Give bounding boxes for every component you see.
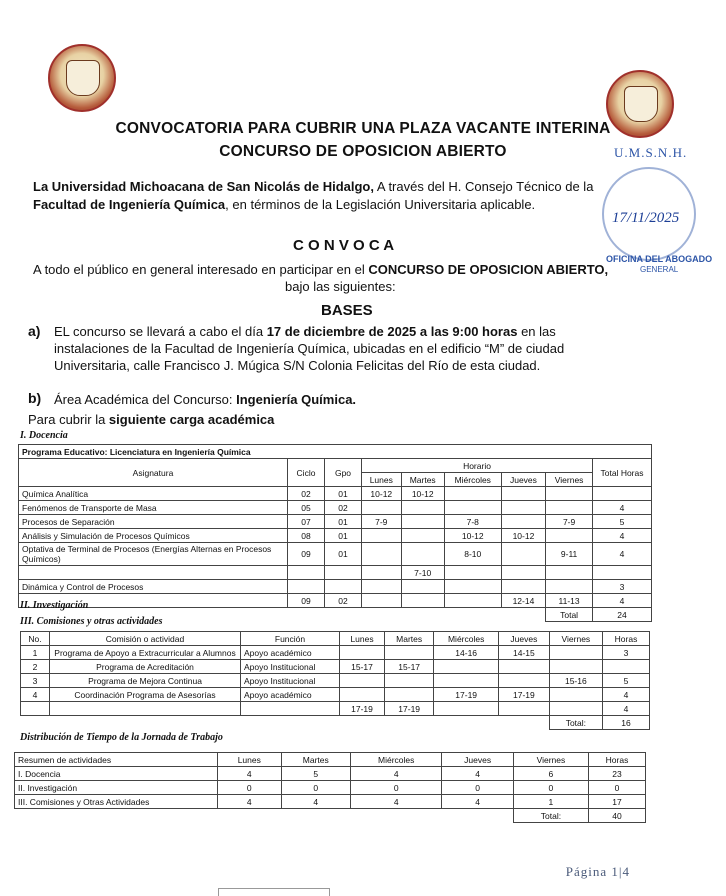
- cell-no: 4: [21, 688, 50, 702]
- item-a-date: 17 de diciembre de 2025 a las 9:00 horas: [266, 324, 518, 339]
- cell-ciclo: [288, 580, 325, 594]
- convoca-heading: C O N V O C A: [293, 237, 395, 254]
- cell-jueves: [499, 674, 550, 688]
- cell-jueves: [501, 543, 546, 566]
- cell-viernes: 9-11: [546, 543, 593, 566]
- cell-viernes: [546, 529, 593, 543]
- docencia-total-value: 24: [593, 608, 652, 622]
- cell-gpo: 02: [325, 501, 362, 515]
- cell-miercoles: [444, 594, 501, 608]
- cell-martes: [385, 688, 434, 702]
- comisiones-total-label: Total:: [549, 716, 602, 730]
- cell-funcion: Apoyo académico: [241, 646, 340, 660]
- cell-miercoles: [444, 580, 501, 594]
- cell-gpo: [325, 580, 362, 594]
- th-miercoles: Miércoles: [444, 473, 501, 487]
- cell-no: 2: [21, 660, 50, 674]
- cell-miercoles: 10-12: [444, 529, 501, 543]
- cell-no: [21, 702, 50, 716]
- docencia-heading: I. Docencia: [20, 430, 68, 441]
- cell-resumen: I. Docencia: [15, 767, 218, 781]
- cell-total: 5: [593, 515, 652, 529]
- total-spacer: [21, 716, 550, 730]
- program-cell: Programa Educativo: Licenciatura en Ingeniería Química: [19, 445, 652, 459]
- item-a-line-3: Universitaria, calle Francisco J. Múgica S/N Colonia Felicitas del Río de esta ciudad.: [54, 358, 541, 373]
- th-jueves: Jueves: [442, 753, 513, 767]
- stamp-date: 17/11/2025: [612, 210, 680, 226]
- cell-viernes: [549, 646, 602, 660]
- item-a-text-end: en las: [517, 324, 556, 339]
- comisiones-table: [20, 631, 650, 730]
- cell-jueves: [501, 566, 546, 580]
- docencia-total-label: Total: [546, 608, 593, 622]
- th-gpo: Gpo: [325, 459, 362, 487]
- intro-text-2: , en términos de la Legislación Universitaria aplicable.: [225, 197, 536, 212]
- carga-bold: siguiente carga académica: [108, 412, 275, 427]
- total-spacer: [15, 809, 514, 823]
- th-jueves: Jueves: [501, 473, 546, 487]
- cell-funcion: Apoyo Institucional: [241, 660, 340, 674]
- title-line-1: CONVOCATORIA PARA CUBRIR UNA PLAZA VACANTE INTERINA: [115, 120, 611, 137]
- distribucion-total-label: Total:: [513, 809, 588, 823]
- item-b-line: [54, 392, 356, 408]
- cell-martes: 5: [281, 767, 350, 781]
- cell-martes: [385, 674, 434, 688]
- th-viernes: Viernes: [546, 473, 593, 487]
- cell-jueves: [501, 501, 546, 515]
- cell-miercoles: [434, 702, 499, 716]
- cell-gpo: 01: [325, 529, 362, 543]
- cell-funcion: [241, 702, 340, 716]
- table-row: [15, 767, 646, 781]
- cell-jueves: [499, 702, 550, 716]
- intro-line-1: [33, 179, 613, 195]
- cell-comision: [50, 702, 241, 716]
- th-martes: Martes: [385, 632, 434, 646]
- th-total: Total Horas: [593, 459, 652, 487]
- cell-asignatura: Análisis y Simulación de Procesos Químicos: [19, 529, 288, 543]
- cell-funcion: Apoyo académico: [241, 688, 340, 702]
- cell-jueves: [501, 515, 546, 529]
- cell-asignatura: Procesos de Separación: [19, 515, 288, 529]
- table-row: [19, 501, 652, 515]
- cell-horas: 4: [603, 702, 650, 716]
- th-martes: Martes: [281, 753, 350, 767]
- cell-martes: 10-12: [401, 487, 444, 501]
- cell-martes: 17-19: [385, 702, 434, 716]
- cell-comision: Programa de Mejora Continua: [50, 674, 241, 688]
- cell-martes: 7-10: [401, 566, 444, 580]
- cell-jueves: 10-12: [501, 529, 546, 543]
- cell-miercoles: [434, 674, 499, 688]
- call-line-2: bajo las siguientes:: [285, 279, 396, 294]
- cell-miercoles: 0: [351, 781, 442, 795]
- th-horas: Horas: [589, 753, 646, 767]
- cell-miercoles: 8-10: [444, 543, 501, 566]
- cell-ciclo: 08: [288, 529, 325, 543]
- th-jueves: Jueves: [499, 632, 550, 646]
- call-text: A todo el público en general interesado en participar en el: [33, 262, 369, 277]
- table-row: [21, 674, 650, 688]
- cell-comision: Programa de Acreditación: [50, 660, 241, 674]
- cell-viernes: [546, 580, 593, 594]
- cell-viernes: 6: [513, 767, 588, 781]
- item-a-line-1: [54, 324, 694, 340]
- cell-lunes: [340, 688, 385, 702]
- cell-martes: [401, 515, 444, 529]
- cell-miercoles: [434, 660, 499, 674]
- cell-horas: 17: [589, 795, 646, 809]
- cell-horas: 23: [589, 767, 646, 781]
- cell-lunes: 0: [218, 781, 282, 795]
- title-line-2: CONCURSO DE OPOSICION ABIERTO: [219, 143, 507, 160]
- distribucion-heading: Distribución de Tiempo de la Jornada de Trabajo: [20, 732, 223, 743]
- th-horario: Horario: [362, 459, 593, 473]
- cell-gpo: [325, 566, 362, 580]
- carga-text: Para cubrir la: [28, 412, 109, 427]
- intro-text-1: A través del H. Consejo Técnico de la: [373, 179, 594, 194]
- th-ciclo: Ciclo: [288, 459, 325, 487]
- th-martes: Martes: [401, 473, 444, 487]
- cell-asignatura: Optativa de Terminal de Procesos (Energías Alternas en Procesos Químicos): [19, 543, 288, 566]
- cell-viernes: 1: [513, 795, 588, 809]
- table-row: [19, 566, 652, 580]
- th-viernes: Viernes: [513, 753, 588, 767]
- th-resumen: Resumen de actividades: [15, 753, 218, 767]
- item-b-text: Área Académica del Concurso:: [54, 392, 237, 407]
- cell-martes: [401, 580, 444, 594]
- cell-total: [593, 487, 652, 501]
- cell-viernes: 15-16: [549, 674, 602, 688]
- cell-miercoles: 17-19: [434, 688, 499, 702]
- cell-miercoles: 7-8: [444, 515, 501, 529]
- cell-gpo: 01: [325, 487, 362, 501]
- table-row: [19, 580, 652, 594]
- stamp-office: OFICINA DEL ABOGADO: [606, 254, 713, 264]
- cell-martes: [401, 501, 444, 515]
- cell-jueves: 14-15: [499, 646, 550, 660]
- table-row: [19, 515, 652, 529]
- table-row: [15, 795, 646, 809]
- cell-no: 3: [21, 674, 50, 688]
- th-comision: Comisión o actividad: [50, 632, 241, 646]
- cell-lunes: [340, 646, 385, 660]
- intro-line-2: [33, 197, 613, 213]
- cell-lunes: 4: [218, 795, 282, 809]
- item-a-line-2: instalaciones de la Facultad de Ingeniería Química, ubicadas en el edificio “M” de ciudad: [54, 341, 565, 356]
- cell-lunes: 10-12: [362, 487, 402, 501]
- cell-asignatura: Dinámica y Control de Procesos: [19, 580, 288, 594]
- th-lunes: Lunes: [362, 473, 402, 487]
- cell-asignatura: Fenómenos de Transporte de Masa: [19, 501, 288, 515]
- cell-jueves: 12-14: [501, 594, 546, 608]
- cell-horas: 3: [603, 646, 650, 660]
- call-line-1: [33, 262, 673, 278]
- cell-viernes: 7-9: [546, 515, 593, 529]
- cell-martes: [401, 594, 444, 608]
- cell-viernes: [546, 566, 593, 580]
- th-funcion: Función: [241, 632, 340, 646]
- cell-jueves: 4: [442, 767, 513, 781]
- cell-jueves: [501, 487, 546, 501]
- cell-total: 4: [593, 501, 652, 515]
- cell-martes: [401, 543, 444, 566]
- cell-ciclo: 02: [288, 487, 325, 501]
- cell-lunes: 15-17: [340, 660, 385, 674]
- table-row: [21, 646, 650, 660]
- distribucion-total-value: 40: [589, 809, 646, 823]
- cell-viernes: [546, 487, 593, 501]
- table-row: [19, 594, 652, 608]
- cell-asignatura: [19, 566, 288, 580]
- cell-funcion: Apoyo Institucional: [241, 674, 340, 688]
- item-a-text: EL concurso se llevará a cabo el día: [54, 324, 267, 339]
- cell-viernes: [549, 702, 602, 716]
- comisiones-total-value: 16: [603, 716, 650, 730]
- cell-lunes: [362, 529, 402, 543]
- cell-martes: 15-17: [385, 660, 434, 674]
- cell-lunes: [362, 566, 402, 580]
- cell-miercoles: 14-16: [434, 646, 499, 660]
- cell-viernes: 0: [513, 781, 588, 795]
- cell-viernes: [549, 688, 602, 702]
- table-row: [21, 688, 650, 702]
- cell-lunes: 4: [218, 767, 282, 781]
- cell-jueves: 0: [442, 781, 513, 795]
- cell-total: 4: [593, 594, 652, 608]
- item-b-area: Ingeniería Química.: [236, 392, 357, 407]
- table-row: [19, 487, 652, 501]
- th-lunes: Lunes: [340, 632, 385, 646]
- cell-comision: Programa de Apoyo a Extracurricular a Alumnos: [50, 646, 241, 660]
- cell-viernes: [546, 501, 593, 515]
- cell-martes: [385, 646, 434, 660]
- table-row: [19, 529, 652, 543]
- cell-gpo: 01: [325, 543, 362, 566]
- cell-lunes: 17-19: [340, 702, 385, 716]
- cell-ciclo: 05: [288, 501, 325, 515]
- cell-comision: Coordinación Programa de Asesorías: [50, 688, 241, 702]
- item-a-marker: a): [28, 323, 41, 339]
- cell-lunes: [362, 594, 402, 608]
- cell-jueves: 17-19: [499, 688, 550, 702]
- cell-ciclo: [288, 566, 325, 580]
- cell-gpo: 02: [325, 594, 362, 608]
- th-horas: Horas: [603, 632, 650, 646]
- distribucion-table: [14, 752, 646, 823]
- bases-heading: BASES: [321, 302, 373, 319]
- cell-miercoles: 4: [351, 767, 442, 781]
- university-crest-left-icon: [48, 44, 116, 112]
- intro-faculty: Facultad de Ingeniería Química: [33, 197, 226, 212]
- table-row: [19, 543, 652, 566]
- comisiones-heading: III. Comisiones y otras actividades: [20, 616, 163, 627]
- cell-miercoles: [444, 487, 501, 501]
- table-row: [15, 781, 646, 795]
- cell-jueves: [499, 660, 550, 674]
- cell-jueves: [501, 580, 546, 594]
- cell-viernes: 11-13: [546, 594, 593, 608]
- th-lunes: Lunes: [218, 753, 282, 767]
- th-miercoles: Miércoles: [351, 753, 442, 767]
- th-miercoles: Miércoles: [434, 632, 499, 646]
- cell-miercoles: 4: [351, 795, 442, 809]
- carga-line: [28, 412, 274, 428]
- cell-total: 3: [593, 580, 652, 594]
- cell-gpo: 01: [325, 515, 362, 529]
- item-b-marker: b): [28, 390, 42, 406]
- cell-horas: 4: [603, 688, 650, 702]
- call-bold: CONCURSO DE OPOSICION ABIERTO,: [368, 262, 609, 277]
- cell-total: [593, 566, 652, 580]
- cell-ciclo: 07: [288, 515, 325, 529]
- cell-horas: [603, 660, 650, 674]
- cell-miercoles: [444, 501, 501, 515]
- cell-total: 4: [593, 529, 652, 543]
- cell-viernes: [549, 660, 602, 674]
- cell-horas: 0: [589, 781, 646, 795]
- page-number: Página 1|4: [565, 864, 630, 879]
- cell-lunes: 7-9: [362, 515, 402, 529]
- cell-lunes: [362, 501, 402, 515]
- cell-resumen: II. Investigación: [15, 781, 218, 795]
- cell-asignatura: Química Analítica: [19, 487, 288, 501]
- cell-horas: 5: [603, 674, 650, 688]
- intro-university: La Universidad Michoacana de San Nicolás de Hidalgo,: [33, 179, 374, 194]
- cell-lunes: [362, 580, 402, 594]
- stamp-org: U.M.S.N.H.: [614, 145, 688, 160]
- table-row: [21, 702, 650, 716]
- cell-total: 4: [593, 543, 652, 566]
- cell-martes: [401, 529, 444, 543]
- cell-jueves: 4: [442, 795, 513, 809]
- docencia-table: [18, 444, 652, 622]
- th-viernes: Viernes: [549, 632, 602, 646]
- cell-ciclo: 09: [288, 543, 325, 566]
- investigacion-heading: II. Investigación: [20, 600, 89, 611]
- cell-miercoles: [444, 566, 501, 580]
- cell-martes: 0: [281, 781, 350, 795]
- cell-ciclo: 09: [288, 594, 325, 608]
- th-asignatura: Asignatura: [19, 459, 288, 487]
- stamp-office-2: GENERAL: [640, 265, 679, 274]
- th-no: No.: [21, 632, 50, 646]
- table-row: [21, 660, 650, 674]
- cell-martes: 4: [281, 795, 350, 809]
- cell-lunes: [340, 674, 385, 688]
- cell-no: 1: [21, 646, 50, 660]
- cell-resumen: III. Comisiones y Otras Actividades: [15, 795, 218, 809]
- cell-lunes: [362, 543, 402, 566]
